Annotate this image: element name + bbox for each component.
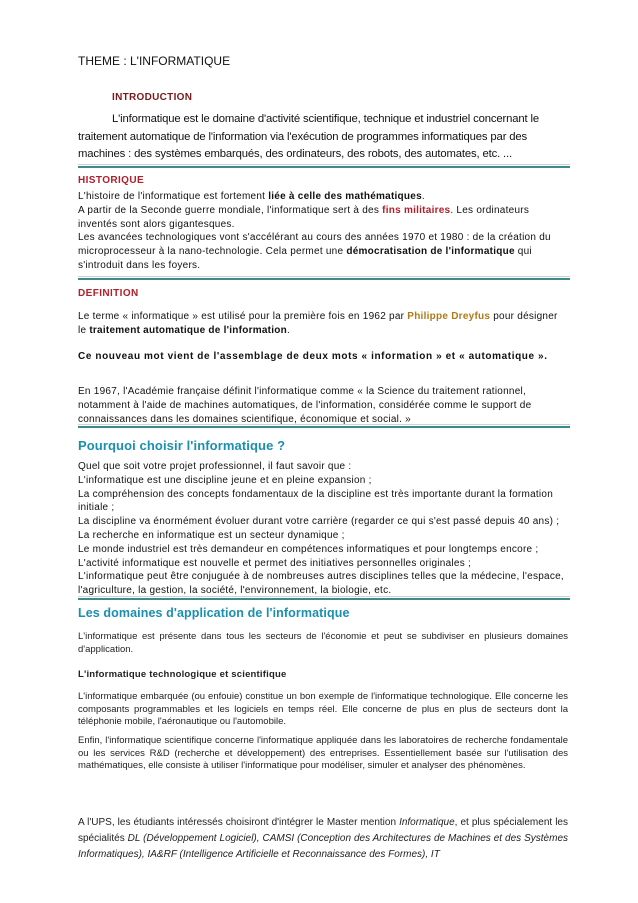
historique-text <box>78 190 568 273</box>
emphasis-text: démocratisation de l'informatique <box>346 246 515 258</box>
introduction-body: L'informatique est le domaine d'activité scientifique, technique et industriel concernant le traitement automatique de l'information via l'exécution de programmes informatiques par des machines : des systèmes embarqués, des ordinateurs, des robots, des automates, etc. ... <box>78 113 539 160</box>
pourquoi-line: Quel que soit votre projet professionnel, il faut savoir que : <box>78 461 352 472</box>
pourquoi-heading: Pourquoi choisir l'informatique ? <box>78 438 286 453</box>
domaines-intro: L'informatique est présente dans tous les secteurs de l'économie et peut se subdiviser en plusieurs domaines d'application. <box>78 631 568 655</box>
italic-text: DL (Développement Logiciel), CAMSI (Conception des Architectures de Machines et des Systèmes Informatiques), IA&RF (Intelligence Artificielle et Reconnaissance des Formes), IT <box>78 833 568 860</box>
section-divider <box>78 596 570 600</box>
domaines-paragraph-2: Enfin, l'informatique scientifique concerne l'informatique appliquée dans les laboratoires de recherche fondamentale ou les services R&D (recherche et développement) des entreprises. Essentiellement basée sur l'utilisation des mathématiques, elle consiste à utiliser l'informatique pour modéliser, simuler et analyser des phénomènes. <box>78 735 568 772</box>
text-run: pour désigner le <box>78 311 558 336</box>
definition-heading: DEFINITION <box>78 288 139 299</box>
definition-bold-line: Ce nouveau mot vient de l'assemblage de deux mots « information » et « automatique ». <box>78 351 548 362</box>
text-run: Les avancées technologiques vont s'accélérant au cours des années 1970 et 1980 : de la création du microprocesseur à la nano-technologie. Cela permet une <box>78 232 551 258</box>
pourquoi-line: L'activité informatique est nouvelle et permet des initiatives personnelles originales ; <box>78 557 471 569</box>
section-divider <box>78 276 570 280</box>
text-run: . Les ordinateurs inventés sont alors gigantesques. <box>78 204 530 230</box>
text-run: A partir de la Seconde guerre mondiale, l'informatique sert à des <box>78 204 383 216</box>
historique-heading: HISTORIQUE <box>78 175 145 186</box>
introduction-heading: INTRODUCTION <box>112 92 193 103</box>
text-run: qui s'introduit dans les foyers. <box>78 246 532 271</box>
section-divider <box>78 424 570 428</box>
historique-paragraph-3 <box>78 231 568 272</box>
text-run: . <box>421 191 425 202</box>
historique-paragraph-2 <box>78 204 568 232</box>
domaines-heading: Les domaines d'application de l'informatique <box>78 606 350 620</box>
pourquoi-line: La compréhension des concepts fondamentaux de la discipline est très importante durant la formation initiale ; <box>78 488 554 514</box>
introduction-text <box>78 111 568 164</box>
emphasis-text: traitement automatique de l'information <box>89 324 288 336</box>
domaines-subheading: L'informatique technologique et scientifique <box>78 669 287 680</box>
domaines-paragraph-1: L'informatique embarquée (ou enfouie) constitue un bon exemple de l'informatique technologique. Elle concerne les composants programmables et les logiciels en temps réel. Elle concerne de plus en plus de secteurs dont la téléphonie mobile, l'aéronautique ou l'automobile. <box>78 691 568 728</box>
pourquoi-list <box>78 460 568 598</box>
domaines-paragraph-3 <box>78 815 568 863</box>
historique-paragraph-1 <box>78 190 568 204</box>
emphasis-text: liée à celle des mathématiques <box>268 191 422 202</box>
definition-paragraph-2: En 1967, l'Académie française définit l'informatique comme « la Science du traitement rationnel, notamment à l'aide de machines automatiques, de l'information, considérée comme le support de connaissances dans les domaines scientifique, économique et social. » <box>78 386 532 425</box>
italic-text: Informatique <box>399 817 455 828</box>
text-run: A l'UPS, les étudiants intéressés choisiront d'intégrer le Master mention <box>78 817 400 828</box>
highlight-text: fins militaires <box>382 204 451 216</box>
pourquoi-line: La recherche en informatique est un secteur dynamique ; <box>78 529 345 541</box>
text-run: Le terme « informatique » est utilisé pour la première fois en 1962 par <box>78 311 408 322</box>
pourquoi-line: L'informatique est une discipline jeune et en pleine expansion ; <box>78 474 372 486</box>
definition-paragraph-1 <box>78 310 568 338</box>
text-run: . <box>287 324 291 336</box>
pourquoi-line: Le monde industriel est très demandeur en compétences informatiques et pour longtemps encore ; <box>78 543 539 555</box>
pourquoi-line: La discipline va énormément évoluer durant votre carrière (regarder ce qui s'est passé depuis 40 ans) ; <box>78 516 560 528</box>
text-run: , et plus spécialement les spécialités <box>78 817 568 844</box>
page-theme: THEME : L'INFORMATIQUE <box>78 54 231 68</box>
pourquoi-line: L'informatique peut être conjuguée à de nombreuses autres disciplines telles que la médecine, l'espace, l'agriculture, la gestion, la société, l'environnement, la biologie, etc. <box>78 571 564 597</box>
highlight-text: Philippe Dreyfus <box>407 311 491 322</box>
section-divider <box>78 164 570 168</box>
text-run: L'histoire de l'informatique est fortement <box>78 191 269 202</box>
